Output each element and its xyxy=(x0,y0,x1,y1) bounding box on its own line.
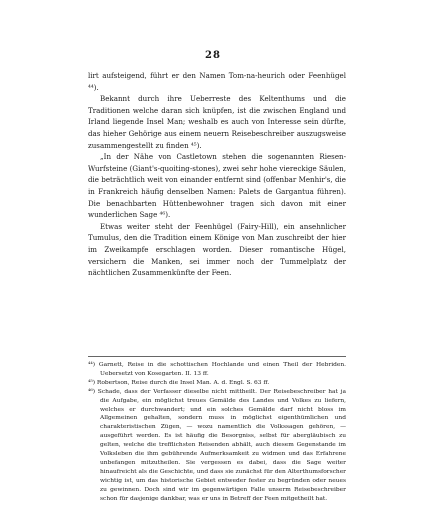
paragraph-continuation: lirt aufsteigend, führt er den Namen Tom-na-heurich oder Feenhügel ⁴⁴). xyxy=(88,71,346,92)
footnote-45 xyxy=(88,379,346,388)
paragraph-isle-of-man: Bekannt durch ihre Ueberreste des Keltenthums und die Traditionen welche daran sich knüpfen, ist die zwischen England und Irland liegende Insel Man; weshalb es auch von Interesse sein dürfte, das hieher Gehörige aus einem neuern Reisebeschreiber auszugsweise zusammengestellt zu finden ⁴⁵). xyxy=(88,94,346,150)
footnote-mark: ⁴⁶) xyxy=(88,388,96,395)
footnote-divider xyxy=(88,356,346,357)
paragraph-fairy-hill: Etwas weiter steht der Feenhügel (Fairy-Hill), ein ansehnlicher Tumulus, den die Tradition einem Könige von Man zuschreibt der hier im Zweikampfe erschlagen worden. Dieser romantische Hügel, versichern die Manken, sei immer noch der Tummelplatz der nächtlichen Zusammenkünfte der Feen. xyxy=(88,221,346,278)
footnote-46 xyxy=(88,388,346,504)
main-text xyxy=(88,70,346,279)
footnote-text: Garnett, Reise in die schottischen Hochlande und einen Theil der Hebriden. Uebersetzt von Kosegarten. II. 13 ff. xyxy=(98,362,347,377)
footnote-mark: ⁴⁵) xyxy=(88,379,96,386)
footnotes xyxy=(88,361,346,504)
paragraph-giant-stones: „In der Nähe von Castletown stehen die sogenannten Riesen-Wurfsteine (Giant's-quoiting-stones), zwei sehr hohe viereckige Säulen, die beträchtlich weit von einander entfernt sind (offenbar Menhir's, die in Frankreich häufig denselben Namen: Palets de Gargantua führen). Die benachbarten Hüttenbewohner tragen sich davon mit einer wunderlichen Sage ⁴⁶). xyxy=(88,152,346,220)
page-number: 28 xyxy=(205,50,221,61)
footnote-44 xyxy=(88,361,346,379)
footnote-text: Schade, dass der Verfasser dieselbe nicht mittheilt. Der Reisebeschreiber hat ja die Aufgabe, ein möglichst treues Gemälde des Landes und Volkes zu liefern, welches er durchwandert; und ein solches Gemälde darf nicht bloss im Allgemeinen gehalten, sondern muss in möglichst eigenthümlichen und charakteristischen Zügen, — wozu namentlich die Volkssagen gehören, — ausgeführt werden. Es ist häufig die Besorgniss, selbst für abergläubisch zu gelten, welche die trefflichsten Reisenden abhält, auch diesem Gegenstande im Volksleben die ihm gebührende Aufmerksamkeit zu widmen und das Erfahrene unbefangen mitzutheilen. Sie vergessen es dabei, dass die Sage weiter hinaufreicht als die Geschichte, und dass sie zunächst für den Alterthumsforscher wichtig ist, um das historische Gebiet entweder fester zu begründen oder neues zu gewinnen. Doch sind wir im gegenwärtigen Falle unserm Reisebeschreiber schon für dasjenige dankbar, was er uns in Betreff der Feen mitgetheilt hat. xyxy=(97,388,346,502)
footnote-text: Robertson, Reise durch die Insel Man. A. d. Engl. S. 63 ff. xyxy=(96,379,270,386)
footnote-mark: ⁴⁴) xyxy=(88,362,96,368)
